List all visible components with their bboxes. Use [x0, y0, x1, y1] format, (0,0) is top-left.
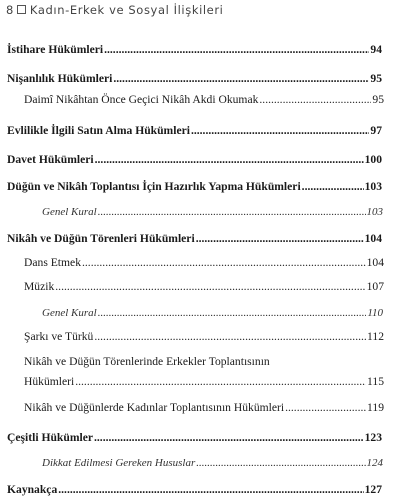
dot-leader	[98, 307, 367, 319]
toc-entry[interactable]	[7, 483, 382, 496]
toc-entry-title: Genel Kural	[42, 206, 97, 218]
dot-leader	[196, 457, 365, 469]
toc-page-number: 100	[364, 153, 382, 166]
toc-entry[interactable]	[7, 431, 382, 444]
toc-page-number: 95	[372, 93, 384, 106]
toc-entry[interactable]	[7, 232, 382, 245]
toc-page-number: 127	[364, 483, 382, 496]
toc-entry[interactable]	[24, 93, 384, 106]
toc-entry[interactable]	[7, 43, 382, 56]
toc-page-number: 123	[364, 431, 382, 444]
running-title: Kadın-Erkek ve Sosyal İlişkileri	[29, 3, 224, 17]
toc-entry[interactable]	[42, 457, 383, 469]
toc-page-number: 107	[366, 280, 384, 293]
toc-entry-title-line1: Nikâh ve Düğün Törenlerinde Erkekler Toplantısının	[24, 355, 270, 368]
toc-entry[interactable]	[7, 180, 382, 193]
toc-entry-title: Evlilikle İlgili Satın Alma Hükümleri	[7, 124, 190, 137]
toc-entry-title: Daimî Nikâhtan Önce Geçici Nikâh Akdi Okumak	[24, 93, 259, 106]
page-number: 8	[6, 3, 14, 17]
running-header	[6, 3, 223, 17]
toc-entry[interactable]	[42, 206, 383, 218]
toc-entry-title: Kaynakça	[7, 483, 58, 496]
toc-entry-title: Çeşitli Hükümler	[7, 431, 93, 444]
toc-page-number: 95	[370, 72, 382, 85]
dot-leader	[302, 180, 364, 193]
toc-entry-title: Dans Etmek	[24, 256, 81, 269]
dot-leader	[259, 93, 371, 106]
toc-entry-title: Düğün ve Nikâh Toplantısı İçin Hazırlık Yapma Hükümleri	[7, 180, 301, 193]
toc-page-number: 94	[370, 43, 382, 56]
dot-leader	[98, 206, 366, 218]
toc-entry-title: Müzik	[24, 280, 55, 293]
toc-page-number: 104	[366, 256, 384, 269]
dot-leader	[196, 232, 364, 245]
toc-entry-title: İstihare Hükümleri	[7, 43, 104, 56]
toc-page-number: 110	[367, 307, 383, 319]
dot-leader	[113, 72, 369, 85]
toc-entry-title: Nişanlılık Hükümleri	[7, 72, 113, 85]
toc-page-number: 124	[366, 457, 383, 469]
toc-entry[interactable]	[7, 153, 382, 166]
toc-entry[interactable]	[24, 375, 384, 388]
toc-page-number: 97	[370, 124, 382, 137]
square-bullet-icon	[17, 5, 26, 14]
dot-leader	[82, 256, 366, 269]
dot-leader	[94, 431, 364, 444]
toc-entry-title: Şarkı ve Türkü	[24, 330, 94, 343]
dot-leader	[94, 330, 366, 343]
toc-page-number: 104	[364, 232, 382, 245]
toc-entry[interactable]	[24, 280, 384, 293]
toc-entry[interactable]	[7, 124, 382, 137]
dot-leader	[285, 401, 366, 414]
toc-entry-title: Dikkat Edilmesi Gereken Hususlar	[42, 457, 196, 469]
toc-page-number: 115	[367, 375, 384, 388]
toc-entry[interactable]	[24, 330, 384, 343]
toc-entry-title: Hükümleri	[24, 375, 75, 388]
toc-page-number: 103	[366, 206, 383, 218]
toc-page-number: 119	[367, 401, 384, 414]
dot-leader	[58, 483, 363, 496]
toc-page-number: 103	[364, 180, 382, 193]
toc-entry-title: Davet Hükümleri	[7, 153, 94, 166]
toc-entry-title: Nikâh ve Düğün Törenleri Hükümleri	[7, 232, 195, 245]
toc-entry[interactable]	[7, 72, 382, 85]
dot-leader	[55, 280, 365, 293]
dot-leader	[191, 124, 369, 137]
dot-leader	[104, 43, 369, 56]
toc-entry-title: Nikâh ve Düğünlerde Kadınlar Toplantısının Hükümleri	[24, 401, 285, 414]
toc-entry[interactable]	[24, 401, 384, 414]
dot-leader	[95, 153, 364, 166]
toc-entry-title: Genel Kural	[42, 307, 97, 319]
toc-entry[interactable]	[24, 256, 384, 269]
dot-leader	[75, 375, 366, 388]
toc-entry[interactable]	[42, 307, 383, 319]
toc-page-number: 112	[367, 330, 384, 343]
